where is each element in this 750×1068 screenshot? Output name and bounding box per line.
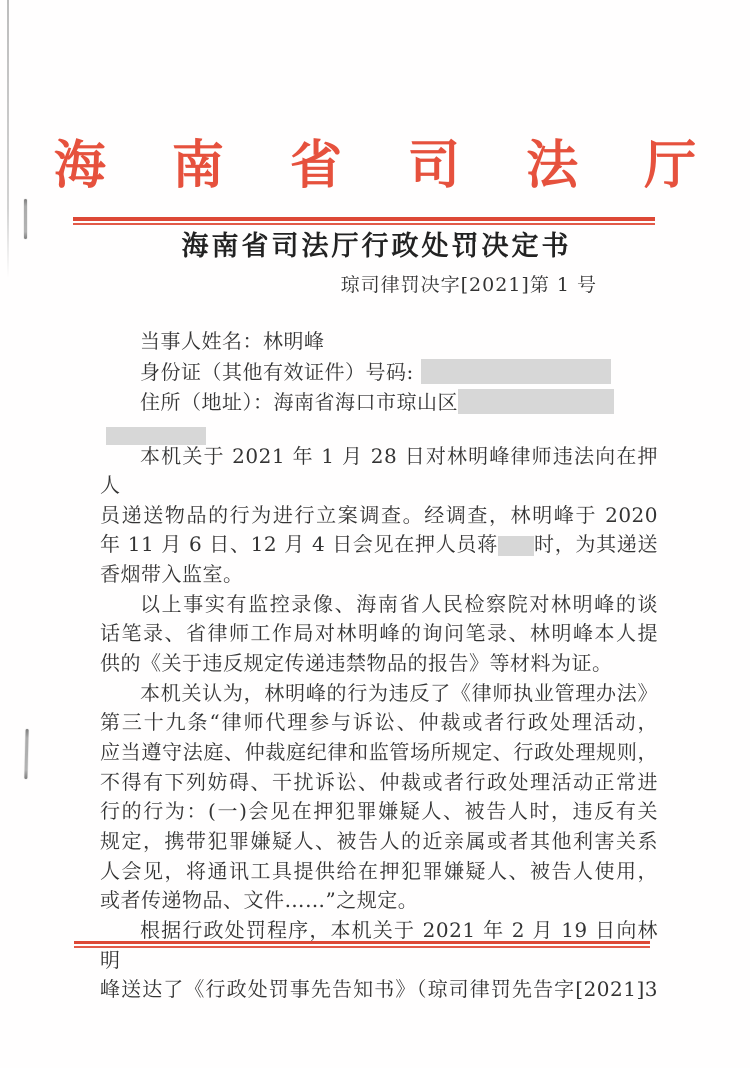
redaction-box <box>498 536 534 556</box>
text-line <box>100 827 658 857</box>
text-run: 当事人姓名：林明峰 <box>140 329 325 353</box>
text-run: 时，为其递送 <box>533 532 658 557</box>
text-line <box>100 679 658 709</box>
text-run: 应当遵守法庭、仲裁庭纪律和监管场所规定、行政处理规则， <box>100 740 658 765</box>
text-run: 本机关认为，林明峰的行为违反了《律师执业管理办法》 <box>140 680 658 705</box>
decision-paragraphs <box>100 442 658 1005</box>
text-run: 住所（地址）：海南省海口市琼山区 <box>140 390 458 414</box>
text-run: 年 11 月 6 日、12 月 4 日会见在押人员蒋 <box>100 532 498 557</box>
staple-mark <box>24 729 28 779</box>
text-line <box>100 619 658 649</box>
text-run: 香烟带入监室。 <box>100 562 244 587</box>
text-line <box>100 442 658 501</box>
text-line <box>100 357 658 388</box>
text-line <box>100 326 658 357</box>
text-run: 行的行为：(一)会见在押犯罪嫌疑人、被告人时，违反有关 <box>100 799 658 824</box>
text-run: 峰送达了《行政处罚事先告知书》（琼司律罚先告字[2021]3 <box>100 977 658 1002</box>
party-info-block <box>100 326 658 442</box>
text-line <box>100 975 658 1005</box>
text-run: 员递送物品的行为进行立案调查。经调查，林明峰于 2020 <box>100 502 658 527</box>
text-run: 人会见，将通讯工具提供给在押犯罪嫌疑人、被告人使用， <box>100 858 658 883</box>
document-title: 海南省司法厅行政处罚决定书 <box>181 231 572 262</box>
text-run: 不得有下列妨碍、干扰诉讼、仲裁或者行政处理活动正常进 <box>100 769 658 794</box>
text-line <box>100 768 658 798</box>
text-run: 规定，携带犯罪嫌疑人、被告人的近亲属或者其他利害关系 <box>100 829 658 854</box>
redaction-box <box>421 359 611 384</box>
text-line <box>100 590 658 620</box>
text-line <box>100 387 658 418</box>
text-run: 第三十九条“律师代理参与诉讼、仲裁或者行政处理活动， <box>100 710 658 735</box>
redaction-box <box>458 389 614 414</box>
text-line <box>100 857 658 887</box>
text-run: 供的《关于违反规定传递违禁物品的报告》等材料为证。 <box>100 651 613 676</box>
document-number: 琼司律罚决字[2021]第 1 号 <box>340 274 597 296</box>
text-line <box>100 501 658 531</box>
letterhead-title: 海 南 省 司 法 厅 <box>53 135 721 196</box>
header-double-rule <box>73 217 655 225</box>
text-line <box>100 738 658 768</box>
text-run: 以上事实有监控录像、海南省人民检察院对林明峰的谈 <box>140 591 658 616</box>
text-run: 根据行政处罚程序，本机关于 2021 年 2 月 19 日向林明 <box>100 918 658 972</box>
text-run: 或者传递物品、文件……”之规定。 <box>100 888 419 913</box>
text-line <box>100 649 658 679</box>
text-line <box>100 886 658 916</box>
text-run: 话笔录、省律师工作局对林明峰的询问笔录、林明峰本人提 <box>100 621 658 646</box>
footer-double-rule <box>74 941 650 948</box>
text-run: 身份证（其他有效证件）号码: <box>140 359 421 384</box>
document-body <box>100 326 658 1005</box>
text-run: 本机关于 2021 年 1 月 28 日对林明峰律师违法向在押人 <box>100 443 658 498</box>
text-line <box>100 797 658 827</box>
text-line <box>100 560 658 590</box>
text-line <box>100 530 658 560</box>
redacted-address-line <box>100 418 658 442</box>
text-line <box>100 708 658 738</box>
